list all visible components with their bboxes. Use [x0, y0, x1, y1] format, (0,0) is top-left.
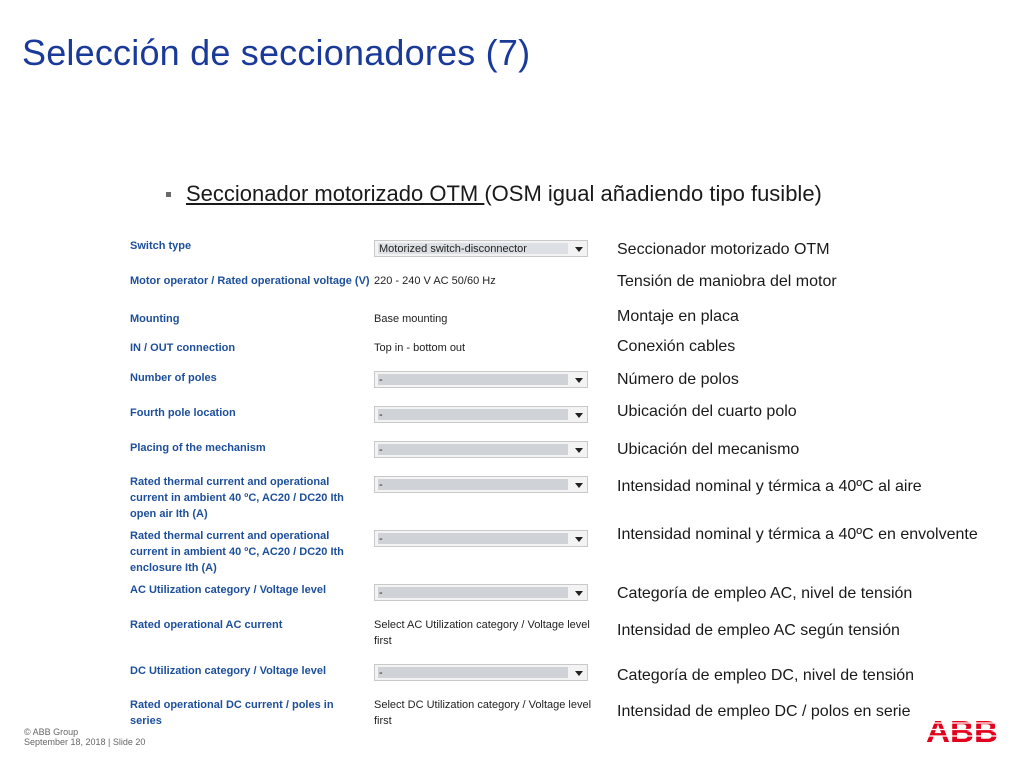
footer-date-slide: September 18, 2018 | Slide 20: [24, 737, 146, 747]
placing-mechanism-dropdown[interactable]: [374, 441, 588, 458]
label-motor-voltage: Motor operator / Rated operational voltage (V): [130, 275, 370, 287]
es-annotation: Intensidad nominal y térmica a 40ºC en envolvente: [617, 526, 978, 543]
label-fourth-pole-location: Fourth pole location: [130, 407, 236, 419]
footer: [24, 727, 145, 747]
es-annotation: Seccionador motorizado OTM: [617, 241, 830, 258]
ac-utilization-dropdown[interactable]: [374, 584, 588, 601]
rated-dc-current-value: Select DC Utilization category / Voltage level first: [374, 699, 592, 727]
label-switch-type: Switch type: [130, 240, 192, 252]
es-annotation: Ubicación del cuarto polo: [617, 403, 797, 420]
label-mounting: Mounting: [130, 313, 180, 325]
abb-logo: [926, 715, 998, 745]
rated-ac-current-value: Select AC Utilization category / Voltage level first: [374, 619, 590, 647]
chevron-down-icon: [575, 537, 583, 542]
chevron-down-icon: [575, 247, 583, 252]
label-number-of-poles: Number of poles: [130, 372, 217, 384]
fourth-pole-location-value: -: [379, 409, 383, 421]
in-out-connection-value: Top in - bottom out: [374, 342, 466, 354]
bullet-marker: [166, 192, 171, 197]
label-thermal-current-open-air: Rated thermal current and operational current in ambient 40 ºC, AC20 / DC20 Ith open air Ith (A): [130, 476, 344, 520]
dc-utilization-value: -: [379, 667, 383, 679]
label-in-out-connection: IN / OUT connection: [130, 342, 236, 354]
chevron-down-icon: [575, 483, 583, 488]
chevron-down-icon: [575, 591, 583, 596]
chevron-down-icon: [575, 448, 583, 453]
motor-voltage-value: 220 - 240 V AC 50/60 Hz: [374, 275, 496, 287]
label-rated-ac-current: Rated operational AC current: [130, 619, 283, 631]
number-of-poles-dropdown[interactable]: [374, 371, 588, 388]
es-annotation: Conexión cables: [617, 338, 736, 355]
es-annotation: Intensidad nominal y térmica a 40ºC al aire: [617, 478, 922, 495]
chevron-down-icon: [575, 413, 583, 418]
bullet-underlined-text: Seccionador motorizado OTM: [186, 181, 485, 206]
abb-logo-text: ABB: [926, 715, 998, 745]
es-annotation: Montaje en placa: [617, 308, 739, 325]
chevron-down-icon: [575, 378, 583, 383]
es-annotation: Intensidad de empleo DC / polos en serie: [617, 703, 911, 720]
label-thermal-current-enclosure: Rated thermal current and operational current in ambient 40 ºC, AC20 / DC20 Ith enclosure Ith (A): [130, 530, 344, 574]
es-annotation: Categoría de empleo AC, nivel de tensión: [617, 585, 913, 602]
label-rated-dc-current: Rated operational DC current / poles in series: [130, 699, 334, 727]
label-ac-utilization: AC Utilization category / Voltage level: [130, 584, 327, 596]
switch-type-value: Motorized switch-disconnector: [379, 243, 527, 255]
footer-copyright: © ABB Group: [24, 727, 79, 737]
fourth-pole-location-dropdown[interactable]: [374, 406, 588, 423]
thermal-current-enclosure-value: -: [379, 533, 383, 545]
dc-utilization-dropdown[interactable]: [374, 664, 588, 681]
es-annotation: Intensidad de empleo AC según tensión: [617, 622, 900, 639]
es-annotation: Número de polos: [617, 371, 739, 388]
label-dc-utilization: DC Utilization category / Voltage level: [130, 665, 327, 677]
slide-title: Selección de seccionadores (7): [22, 32, 531, 73]
thermal-current-open-air-dropdown[interactable]: [374, 476, 588, 493]
switch-type-dropdown[interactable]: [374, 240, 588, 257]
chevron-down-icon: [575, 671, 583, 676]
es-annotation: Ubicación del mecanismo: [617, 441, 800, 458]
es-annotation: Categoría de empleo DC, nivel de tensión: [617, 667, 915, 684]
label-placing-mechanism: Placing of the mechanism: [130, 442, 266, 454]
thermal-current-open-air-value: -: [379, 479, 383, 491]
thermal-current-enclosure-dropdown[interactable]: [374, 530, 588, 547]
number-of-poles-value: -: [379, 374, 383, 386]
mounting-value: Base mounting: [374, 313, 448, 325]
es-annotation: Tensión de maniobra del motor: [617, 273, 837, 290]
placing-mechanism-value: -: [379, 444, 383, 456]
ac-utilization-value: -: [379, 587, 383, 599]
bullet-rest-text: (OSM igual añadiendo tipo fusible): [484, 181, 822, 206]
